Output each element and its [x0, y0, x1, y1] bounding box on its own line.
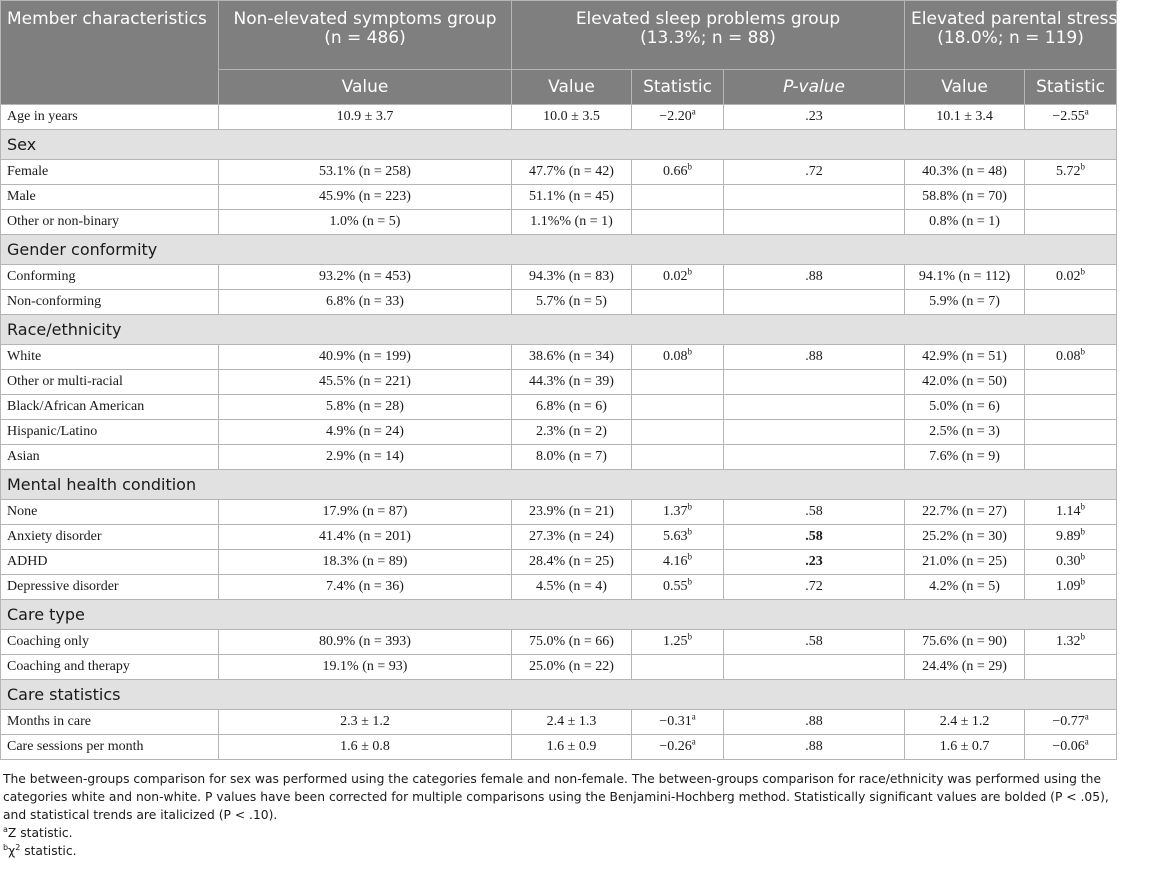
- cell-value-parental: 5.9% (n = 7): [905, 290, 1025, 315]
- cell-p-value-sleep: [724, 370, 905, 395]
- table-row: [1, 735, 1117, 760]
- cell-statistic-sleep: [632, 420, 724, 445]
- cell-statistic-parental: [1025, 655, 1117, 680]
- cell-value-non-elevated: 41.4% (n = 201): [219, 525, 512, 550]
- cell-statistic-parental: 1.09$^b$: [1025, 575, 1117, 600]
- cell-value-parental: 2.4 ± 1.2: [905, 710, 1025, 735]
- section-header-row: [1, 235, 1117, 265]
- cell-value-non-elevated: 80.9% (n = 393): [219, 630, 512, 655]
- cell-value-non-elevated: 6.8% (n = 33): [219, 290, 512, 315]
- table-row: [1, 370, 1117, 395]
- cell-value-parental: 58.8% (n = 70): [905, 185, 1025, 210]
- group-header-parental-stress: Elevated parental stress group (18.0%; n = 119): [905, 1, 1117, 70]
- table-row: [1, 265, 1117, 290]
- table-row: [1, 575, 1117, 600]
- cell-value-sleep: 10.0 ± 3.5: [512, 105, 632, 130]
- cell-value-sleep: 1.1%% (n = 1): [512, 210, 632, 235]
- footnote-main: The between-groups comparison for sex was performed using the categories female and non-female. The between-groups comparison for race/ethnicity was performed using the categories white and non-white. P values have been corrected for multiple comparisons using the Benjamini-Hochberg method. Statistically significant values are bolded (P < .05), and statistical trends are italicized (P < .10).: [3, 772, 1109, 822]
- cell-statistic-sleep: −0.31$^a$: [632, 710, 724, 735]
- section-header-row: [1, 315, 1117, 345]
- cell-value-sleep: 75.0% (n = 66): [512, 630, 632, 655]
- group-header-non-elevated: Non-elevated symptoms group (n = 486): [219, 1, 512, 70]
- row-label: Coaching and therapy: [1, 655, 219, 680]
- member-characteristics-header: Member characteristics: [1, 1, 219, 105]
- row-label: None: [1, 500, 219, 525]
- cell-value-parental: 24.4% (n = 29): [905, 655, 1025, 680]
- cell-value-parental: 21.0% (n = 25): [905, 550, 1025, 575]
- row-label: Age in years: [1, 105, 219, 130]
- row-label: Black/African American: [1, 395, 219, 420]
- cell-statistic-sleep: −0.26$^a$: [632, 735, 724, 760]
- cell-value-non-elevated: 7.4% (n = 36): [219, 575, 512, 600]
- cell-statistic-sleep: 0.66$^b$: [632, 160, 724, 185]
- cell-value-sleep: 94.3% (n = 83): [512, 265, 632, 290]
- row-label: Conforming: [1, 265, 219, 290]
- group-header-sleep: Elevated sleep problems group (13.3%; n = 88): [512, 1, 905, 70]
- header-row: [1, 1, 1117, 70]
- cell-value-parental: 1.6 ± 0.7: [905, 735, 1025, 760]
- subheader-value: Value: [905, 70, 1025, 105]
- cell-p-value-sleep: [724, 290, 905, 315]
- cell-value-non-elevated: 5.8% (n = 28): [219, 395, 512, 420]
- cell-statistic-sleep: 0.08$^b$: [632, 345, 724, 370]
- cell-p-value-sleep: [724, 445, 905, 470]
- cell-value-sleep: 25.0% (n = 22): [512, 655, 632, 680]
- cell-p-value-sleep: [724, 655, 905, 680]
- row-label: Care sessions per month: [1, 735, 219, 760]
- table-row: [1, 525, 1117, 550]
- table-row: [1, 395, 1117, 420]
- cell-p-value-sleep: .72: [724, 575, 905, 600]
- cell-value-parental: 42.9% (n = 51): [905, 345, 1025, 370]
- cell-value-parental: 10.1 ± 3.4: [905, 105, 1025, 130]
- cell-value-parental: 42.0% (n = 50): [905, 370, 1025, 395]
- cell-statistic-sleep: 1.37$^b$: [632, 500, 724, 525]
- cell-statistic-parental: −2.55$^a$: [1025, 105, 1117, 130]
- cell-statistic-parental: [1025, 395, 1117, 420]
- cell-statistic-parental: [1025, 290, 1117, 315]
- footnote-b: $^b\chi^2$ statistic.: [3, 842, 77, 858]
- cell-value-non-elevated: 40.9% (n = 199): [219, 345, 512, 370]
- row-label: Months in care: [1, 710, 219, 735]
- table-footnotes: [3, 770, 1113, 860]
- table-row: [1, 550, 1117, 575]
- cell-statistic-sleep: 5.63$^b$: [632, 525, 724, 550]
- cell-value-sleep: 2.3% (n = 2): [512, 420, 632, 445]
- cell-p-value-sleep: [724, 395, 905, 420]
- cell-value-sleep: 2.4 ± 1.3: [512, 710, 632, 735]
- cell-statistic-sleep: [632, 210, 724, 235]
- cell-value-sleep: 28.4% (n = 25): [512, 550, 632, 575]
- table-row: [1, 445, 1117, 470]
- cell-value-sleep: 23.9% (n = 21): [512, 500, 632, 525]
- cell-value-non-elevated: 2.3 ± 1.2: [219, 710, 512, 735]
- subheader-statistic: Statistic: [632, 70, 724, 105]
- cell-statistic-sleep: 0.55$^b$: [632, 575, 724, 600]
- cell-value-parental: 5.0% (n = 6): [905, 395, 1025, 420]
- cell-statistic-parental: −0.06$^a$: [1025, 735, 1117, 760]
- table-row: [1, 630, 1117, 655]
- subheader-statistic: Statistic: [1025, 70, 1117, 105]
- cell-statistic-sleep: 1.25$^b$: [632, 630, 724, 655]
- cell-value-sleep: 6.8% (n = 6): [512, 395, 632, 420]
- table-row: [1, 290, 1117, 315]
- row-label: Anxiety disorder: [1, 525, 219, 550]
- row-label: Male: [1, 185, 219, 210]
- cell-p-value-sleep: .58: [724, 630, 905, 655]
- cell-p-value-sleep: .72: [724, 160, 905, 185]
- cell-value-non-elevated: 45.9% (n = 223): [219, 185, 512, 210]
- cell-value-non-elevated: 53.1% (n = 258): [219, 160, 512, 185]
- section-title: Sex: [1, 130, 1117, 160]
- cell-statistic-parental: [1025, 445, 1117, 470]
- cell-value-non-elevated: 18.3% (n = 89): [219, 550, 512, 575]
- row-label: Asian: [1, 445, 219, 470]
- cell-p-value-sleep: .23: [724, 105, 905, 130]
- cell-statistic-sleep: −2.20$^a$: [632, 105, 724, 130]
- cell-value-sleep: 27.3% (n = 24): [512, 525, 632, 550]
- cell-value-sleep: 51.1% (n = 45): [512, 185, 632, 210]
- row-label: Female: [1, 160, 219, 185]
- cell-statistic-parental: −0.77$^a$: [1025, 710, 1117, 735]
- cell-value-parental: 4.2% (n = 5): [905, 575, 1025, 600]
- cell-value-sleep: 8.0% (n = 7): [512, 445, 632, 470]
- cell-value-non-elevated: 10.9 ± 3.7: [219, 105, 512, 130]
- section-title: Care type: [1, 600, 1117, 630]
- cell-value-parental: 2.5% (n = 3): [905, 420, 1025, 445]
- cell-statistic-sleep: [632, 370, 724, 395]
- cell-statistic-parental: 5.72$^b$: [1025, 160, 1117, 185]
- cell-statistic-parental: [1025, 420, 1117, 445]
- cell-statistic-parental: [1025, 370, 1117, 395]
- section-title: Race/ethnicity: [1, 315, 1117, 345]
- cell-statistic-sleep: 0.02$^b$: [632, 265, 724, 290]
- row-label: Hispanic/Latino: [1, 420, 219, 445]
- table-row: [1, 420, 1117, 445]
- cell-p-value-sleep: .23: [724, 550, 905, 575]
- cell-statistic-parental: 0.08$^b$: [1025, 345, 1117, 370]
- section-header-row: [1, 600, 1117, 630]
- row-label: Other or non-binary: [1, 210, 219, 235]
- cell-value-parental: 0.8% (n = 1): [905, 210, 1025, 235]
- cell-value-parental: 94.1% (n = 112): [905, 265, 1025, 290]
- cell-p-value-sleep: .88: [724, 265, 905, 290]
- cell-statistic-parental: 9.89$^b$: [1025, 525, 1117, 550]
- cell-p-value-sleep: .88: [724, 735, 905, 760]
- cell-value-parental: 22.7% (n = 27): [905, 500, 1025, 525]
- cell-statistic-parental: 0.30$^b$: [1025, 550, 1117, 575]
- cell-value-parental: 40.3% (n = 48): [905, 160, 1025, 185]
- cell-p-value-sleep: .58: [724, 525, 905, 550]
- table-row: [1, 105, 1117, 130]
- cell-value-sleep: 1.6 ± 0.9: [512, 735, 632, 760]
- cell-value-non-elevated: 19.1% (n = 93): [219, 655, 512, 680]
- cell-statistic-sleep: 4.16$^b$: [632, 550, 724, 575]
- cell-statistic-sleep: [632, 185, 724, 210]
- footnote-a: $^a$Z statistic.: [3, 824, 73, 840]
- cell-value-non-elevated: 45.5% (n = 221): [219, 370, 512, 395]
- cell-value-non-elevated: 1.0% (n = 5): [219, 210, 512, 235]
- cell-value-non-elevated: 17.9% (n = 87): [219, 500, 512, 525]
- cell-p-value-sleep: [724, 210, 905, 235]
- row-label: Depressive disorder: [1, 575, 219, 600]
- cell-p-value-sleep: [724, 420, 905, 445]
- cell-value-parental: 7.6% (n = 9): [905, 445, 1025, 470]
- cell-value-parental: 25.2% (n = 30): [905, 525, 1025, 550]
- cell-value-sleep: 44.3% (n = 39): [512, 370, 632, 395]
- cell-statistic-sleep: [632, 445, 724, 470]
- cell-value-non-elevated: 93.2% (n = 453): [219, 265, 512, 290]
- cell-p-value-sleep: .88: [724, 710, 905, 735]
- table-row: [1, 710, 1117, 735]
- table-row: [1, 500, 1117, 525]
- subheader-p-value: P-value: [724, 70, 905, 105]
- subheader-value: Value: [512, 70, 632, 105]
- cell-statistic-sleep: [632, 395, 724, 420]
- cell-value-sleep: 47.7% (n = 42): [512, 160, 632, 185]
- cell-p-value-sleep: .88: [724, 345, 905, 370]
- section-title: Gender conformity: [1, 235, 1117, 265]
- cell-value-non-elevated: 2.9% (n = 14): [219, 445, 512, 470]
- cell-statistic-sleep: [632, 290, 724, 315]
- row-label: ADHD: [1, 550, 219, 575]
- row-label: Non-conforming: [1, 290, 219, 315]
- cell-value-non-elevated: 1.6 ± 0.8: [219, 735, 512, 760]
- table-row: [1, 185, 1117, 210]
- section-header-row: [1, 130, 1117, 160]
- row-label: Other or multi-racial: [1, 370, 219, 395]
- table-row: [1, 210, 1117, 235]
- cell-value-sleep: 4.5% (n = 4): [512, 575, 632, 600]
- cell-statistic-parental: 0.02$^b$: [1025, 265, 1117, 290]
- cell-statistic-parental: 1.14$^b$: [1025, 500, 1117, 525]
- cell-statistic-parental: [1025, 185, 1117, 210]
- cell-p-value-sleep: .58: [724, 500, 905, 525]
- cell-value-parental: 75.6% (n = 90): [905, 630, 1025, 655]
- row-label: White: [1, 345, 219, 370]
- cell-statistic-sleep: [632, 655, 724, 680]
- table-row: [1, 345, 1117, 370]
- section-header-row: [1, 470, 1117, 500]
- cell-p-value-sleep: [724, 185, 905, 210]
- section-title: Mental health condition: [1, 470, 1117, 500]
- cell-value-sleep: 38.6% (n = 34): [512, 345, 632, 370]
- subheader-value: Value: [219, 70, 512, 105]
- section-title: Care statistics: [1, 680, 1117, 710]
- cell-value-non-elevated: 4.9% (n = 24): [219, 420, 512, 445]
- table-row: [1, 655, 1117, 680]
- cell-value-sleep: 5.7% (n = 5): [512, 290, 632, 315]
- cell-statistic-parental: [1025, 210, 1117, 235]
- section-header-row: [1, 680, 1117, 710]
- row-label: Coaching only: [1, 630, 219, 655]
- table-row: [1, 160, 1117, 185]
- cell-statistic-parental: 1.32$^b$: [1025, 630, 1117, 655]
